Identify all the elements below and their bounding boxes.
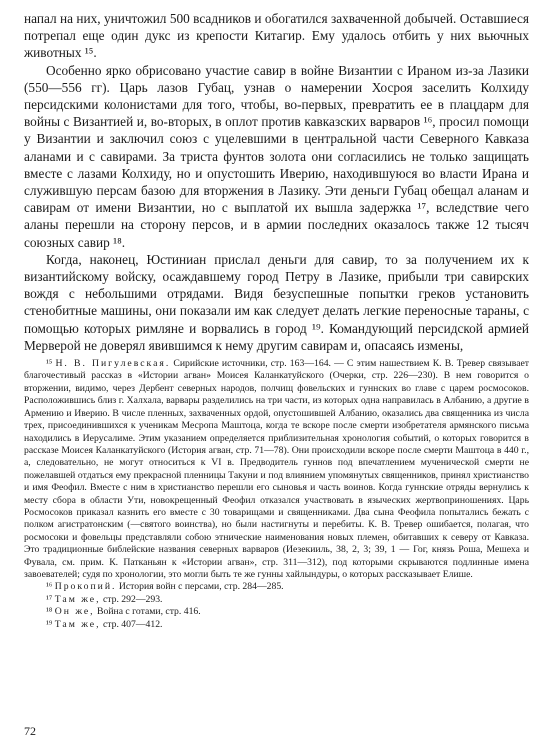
footnote-17: [24, 594, 529, 606]
footnote-text: стр. 292—293.: [102, 593, 163, 605]
footnote-author: Там же,: [54, 593, 101, 605]
footnote-number: ¹⁸: [46, 606, 53, 618]
page-number: 72: [24, 724, 36, 738]
footnote-text: Война с готами, стр. 416.: [97, 606, 201, 618]
footnote-author: Н. В. Пигулевская.: [55, 358, 171, 370]
footnote-16: [24, 581, 529, 593]
footnote-15: [24, 358, 529, 581]
footnote-number: ¹⁷: [46, 593, 53, 605]
footnote-text: История войн с персами, стр. 284—285.: [118, 581, 284, 593]
footnote-author: Там же,: [54, 618, 101, 630]
footnote-text: Сирийские источники, стр. 163—164. — С этим нашествием К. В. Тревер связывает благочестивый рассказ в «Истории агван» Моисея Каланкатуйского (Очерки, стр. 226—230). В нем говорится о вторжении, видимо, через Дербент северных народов, полчищ фовельских и гуннских во главе с царем росмосоков. Расположившись близ г. Халхала, варвары разделились на три части, из которых одна направилась в Албанию, а другие в Армению и Иверию. В числе пленных, захваченных ордой, опустошившей Албанию, оказались два священника из числа трех, присоединившихся к ученикам Месропа Маштоца, когда те вскоре после смерти изобретателя армянского письма находились в Иерусалиме. Этим указанием определяется приблизительная хронология событий, о которых говорится в рассказе Моисея Каланкатуйского (История агван, стр. 71—78). Они происходили вскоре после смерти Маштоца в 440 г., а, следовательно, не могут относиться к VI в. Предводитель гуннов под впечатлением мученической смерти не пожелавшей отдаться ему прекрасной пленницы Такуни и под влиянием упомянутых священников, принял христианство и имя Феофил. Вместе с ним в христианство перешли его сыновья и часть воинов. Когда гуннские отряды вернулись к месту сбора в области Ути, новокрещенный Феофил отказался участвовать в языческих жертвоприношениях. Царь Росмосоков приказал казнить его вместе с 30 товарищами и священниками. Два сына Феофила попытались бежать с полком агистратонским (—святого воинства), но были настигнуты и перебиты. К. В. Тревер ошибается, полагая, что росмосоки и фовельцы представляли собою этнические наименования новых племен, обитавших к северу от Кавказа. Это традиционные библейские названия северных варваров (Иезекииль, 38, 2, 3; 39, 1 — Гог, князь Роша, Мешеха и Фувала, см. прим. К. Патканьян к «Истории агван», стр. 311—312), под которыми скрываются подлинные имена завоевателей; судя по хронологии, это могли быть те же гунны хайлындуры, о которых рассказывает Елише.: [24, 358, 530, 580]
paragraph-3: Когда, наконец, Юстиниан прислал деньги для савир, то за получением их к византийскому войску, осаждавшему город Петру в Лазике, прибыли три савирских вождя с небольшими отрядами. Видя безуспешные попытки греков установить стенобитные машины, они показали им как следует делать легкие переносные тараны, с помощью которых римляне и ворвались в город ¹⁹. Командующий персидской армией Мерверой не доверял явившимся к нему другим савирам и, опасаясь измены,: [24, 251, 529, 353]
footnote-text: стр. 407—412.: [102, 618, 163, 630]
footnotes: [24, 358, 529, 631]
main-text: [24, 10, 529, 354]
footnote-18: [24, 606, 529, 618]
footnote-number: ¹⁶: [46, 581, 53, 593]
paragraph-1: напал на них, уничтожил 500 всадников и обогатился захваченной добычей. Оставшиеся потрепал еще один дукс из крепости Китагир. Ему удалось отбить у них вьючных животных ¹⁵.: [24, 11, 529, 61]
footnote-number: ¹⁵: [46, 358, 53, 370]
paragraph-2: Особенно ярко обрисовано участие савир в войне Византии с Ираном из-за Лазики (550—556 гг). Царь лазов Губац, узнав о намерении Хосроя заселить Колхиду персидскими колонистами для того, чтобы, во-первых, превратить ее в плацдарм для войны с Византией и, во-вторых, в оплот против кавказских варваров ¹⁶, просил помощи у Византии и заключил союз с уцелевшими в центральной части Северного Кавказа аланами и с савирами. За триста фунтов золота они согласились не только защищать вместе с лазами Колхиду, но и опустошить Иверию, находившуюся во власти Ирана и служившую персам базою для вторжения в Лазику. Эти деньги Губац обещал аланам и савирам от имени Византии, но с выплатой их вышла задержка ¹⁷, вследствие чего аланы перешли на сторону персов, и в армии последних оказалось также 12 тысяч союзных савир ¹⁸.: [24, 62, 529, 250]
footnote-19: [24, 619, 529, 631]
footnote-author: Прокопий.: [54, 581, 117, 593]
footnote-number: ¹⁹: [46, 618, 53, 630]
footnote-author: Он же,: [54, 606, 95, 618]
